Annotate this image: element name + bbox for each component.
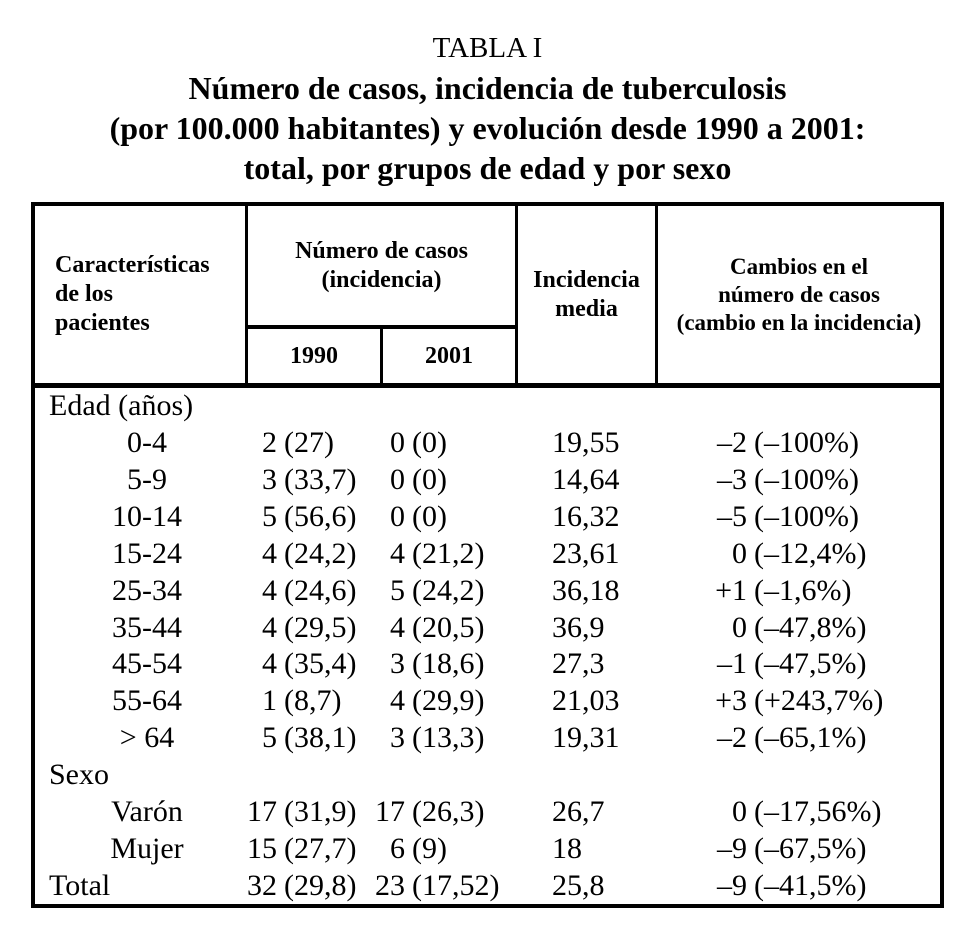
cell-change (701, 426, 859, 460)
change-percent: (–12,4%) (754, 536, 867, 570)
row-label: 35-44 (112, 610, 182, 644)
header-cases-line: Número de casos (295, 237, 468, 264)
cell-cases-1990 (243, 869, 356, 903)
case-count: 2 (262, 426, 277, 460)
change-count: 0 (732, 610, 747, 644)
incidence-value: (38,1) (284, 721, 357, 755)
case-count: 15 (247, 831, 277, 865)
incidence-value: (13,3) (412, 721, 485, 755)
cell-cases-2001 (371, 463, 447, 497)
cell-change (701, 611, 866, 645)
cell-mean-incidence: 21,03 (552, 684, 620, 718)
header-changes (658, 206, 940, 383)
cell-cases-2001 (371, 426, 447, 460)
cell-mean-incidence: 18 (552, 831, 582, 865)
case-count: 6 (390, 831, 405, 865)
header-characteristics (35, 206, 248, 383)
table-row-total (35, 867, 940, 904)
cell-mean-incidence: 27,3 (552, 647, 605, 681)
incidence-value: (29,5) (284, 610, 357, 644)
data-table (31, 202, 944, 908)
table-row (35, 609, 940, 646)
cell-cases-1990 (243, 795, 356, 829)
cell-mean-incidence: 19,55 (552, 426, 620, 460)
cell-change (701, 463, 859, 497)
cell-mean-incidence: 36,18 (552, 573, 620, 607)
title-line-1: Número de casos, incidencia de tuberculosis (188, 70, 787, 106)
cell-cases-1990 (243, 684, 341, 718)
cell-cases-1990 (243, 537, 356, 571)
change-count: 0 (732, 536, 747, 570)
incidence-value: (17,52) (412, 868, 500, 902)
change-percent: (–100%) (754, 426, 859, 460)
cell-cases-1990 (243, 574, 356, 608)
case-count: 23 (375, 868, 405, 902)
case-count: 0 (390, 463, 405, 497)
case-count: 4 (390, 610, 405, 644)
case-count: 3 (262, 463, 277, 497)
case-count: 4 (262, 647, 277, 681)
header-mean-line: media (555, 295, 618, 322)
cell-cases-1990 (243, 426, 334, 460)
row-label: 15-24 (112, 536, 182, 570)
cell-cases-2001 (371, 684, 484, 718)
incidence-value: (27,7) (284, 831, 357, 865)
case-count: 0 (390, 426, 405, 460)
incidence-value: (27) (284, 426, 334, 460)
cell-mean-incidence: 19,31 (552, 721, 620, 755)
case-count: 3 (390, 721, 405, 755)
table-row (35, 425, 940, 462)
case-count: 5 (262, 500, 277, 533)
cell-cases-2001 (371, 795, 484, 829)
case-count: 4 (390, 536, 405, 570)
cell-change (701, 721, 866, 755)
header-characteristics-line: de los (55, 281, 114, 307)
cell-change (701, 537, 866, 571)
case-count: 5 (262, 721, 277, 755)
incidence-value: (29,8) (284, 868, 357, 902)
cell-mean-incidence: 14,64 (552, 463, 620, 497)
header-mean-line: Incidencia (533, 266, 640, 293)
case-count: 17 (375, 794, 405, 828)
incidence-value: (8,7) (284, 684, 342, 718)
header-cases-group (248, 206, 518, 383)
incidence-value: (9) (412, 831, 447, 865)
change-count: +1 (715, 573, 747, 607)
incidence-value: (0) (412, 463, 447, 497)
header-year-1990: 1990 (248, 329, 383, 383)
cell-cases-1990 (243, 611, 356, 645)
change-count: –2 (717, 721, 747, 755)
change-percent: (–47,5%) (754, 647, 867, 681)
table-row (35, 830, 940, 867)
cell-cases-2001 (371, 647, 484, 681)
cell-cases-2001 (371, 574, 484, 608)
cell-mean-incidence: 26,7 (552, 794, 605, 828)
header-mean-incidence (518, 206, 658, 383)
cell-change (701, 869, 866, 903)
header-characteristics-line: Características (55, 252, 210, 278)
row-label: 0-4 (127, 426, 167, 460)
incidence-value: (29,9) (412, 684, 485, 718)
incidence-value: (35,4) (284, 647, 357, 681)
cell-change (701, 500, 859, 534)
cell-cases-1990 (243, 500, 356, 534)
incidence-value: (0) (412, 426, 447, 460)
change-percent: (–100%) (754, 463, 859, 497)
cell-cases-1990 (243, 721, 356, 755)
table-row (35, 462, 940, 499)
cell-change (701, 647, 866, 681)
table-row (35, 683, 940, 720)
row-label: 55-64 (112, 684, 182, 718)
row-label: Edad (años) (49, 389, 194, 423)
row-label: 25-34 (112, 573, 182, 607)
table-header (35, 206, 940, 388)
case-count: 4 (390, 684, 405, 718)
header-cases-group-title (248, 206, 515, 329)
header-changes-line: número de casos (718, 281, 880, 307)
cell-cases-1990 (243, 647, 356, 681)
cell-change (701, 684, 883, 718)
cell-cases-1990 (243, 832, 356, 866)
change-percent: (–17,56%) (754, 794, 882, 828)
header-characteristics-line: pacientes (55, 310, 150, 336)
change-count: 0 (732, 794, 747, 828)
change-count: –9 (717, 831, 747, 865)
table-row (35, 535, 940, 572)
change-percent: (–1,6%) (754, 573, 852, 607)
header-year-2001: 2001 (425, 342, 473, 369)
case-count: 4 (262, 610, 277, 644)
title-line-2: (por 100.000 habitantes) y evolución desde 1990 a 2001: (109, 110, 866, 146)
change-percent: (–41,5%) (754, 868, 867, 902)
case-count: 4 (262, 536, 277, 570)
incidence-value: (21,2) (412, 536, 485, 570)
cell-cases-2001 (371, 611, 484, 645)
change-count: +3 (715, 684, 747, 718)
row-label: 5-9 (127, 463, 167, 497)
row-label: 45-54 (112, 647, 182, 681)
cell-cases-2001 (371, 500, 447, 534)
cell-cases-2001 (371, 537, 484, 571)
case-count: 3 (390, 647, 405, 681)
change-percent: (–65,1%) (754, 721, 867, 755)
row-label: Total (49, 868, 111, 902)
incidence-value: (24,6) (284, 573, 357, 607)
change-count: –3 (717, 463, 747, 497)
row-label: Varón (111, 794, 183, 828)
cell-cases-2001 (371, 721, 484, 755)
table-title-block (0, 28, 975, 188)
incidence-value: (20,5) (412, 610, 485, 644)
cell-mean-incidence: 25,8 (552, 868, 605, 902)
header-cases-line: (incidencia) (321, 266, 442, 293)
title-line-3: total, por grupos de edad y por sexo (243, 150, 732, 186)
header-changes-line: (cambio en la incidencia) (676, 309, 922, 335)
incidence-value: (33,7) (284, 463, 357, 497)
incidence-value: (0) (412, 500, 447, 533)
cell-change (701, 795, 881, 829)
row-label: Mujer (110, 831, 184, 865)
case-count: 17 (247, 794, 277, 828)
case-count: 0 (390, 500, 405, 533)
header-changes-line: Cambios en el (730, 253, 868, 279)
cell-cases-1990 (243, 463, 356, 497)
change-percent: (–47,8%) (754, 610, 867, 644)
change-percent: (–67,5%) (754, 831, 867, 865)
change-count: –5 (717, 500, 747, 533)
table-row (35, 499, 940, 536)
cell-cases-2001 (371, 832, 447, 866)
case-count: 32 (247, 868, 277, 902)
incidence-value: (18,6) (412, 647, 485, 681)
table-row (35, 720, 940, 757)
table-row (35, 572, 940, 609)
incidence-value: (26,3) (412, 794, 485, 828)
change-count: –9 (717, 868, 747, 902)
case-count: 1 (262, 684, 277, 718)
cell-change (701, 574, 851, 608)
cell-mean-incidence: 16,32 (552, 500, 620, 533)
incidence-value: (31,9) (284, 794, 357, 828)
cell-change (701, 832, 866, 866)
table-row-section-sexo (35, 757, 940, 794)
table-row (35, 646, 940, 683)
cell-mean-incidence: 36,9 (552, 610, 605, 644)
change-count: –2 (717, 426, 747, 460)
cell-cases-2001 (371, 869, 499, 903)
incidence-value: (24,2) (284, 536, 357, 570)
table-caption: TABLA I (432, 32, 543, 64)
change-percent: (+243,7%) (754, 684, 884, 718)
change-percent: (–100%) (754, 500, 859, 533)
header-years-row (248, 329, 515, 383)
incidence-value: (56,6) (284, 500, 357, 533)
cell-mean-incidence: 23,61 (552, 536, 620, 570)
change-count: –1 (717, 647, 747, 681)
table-row (35, 793, 940, 830)
case-count: 5 (390, 573, 405, 607)
row-label: Sexo (49, 758, 109, 792)
case-count: 4 (262, 573, 277, 607)
row-label: > 64 (119, 721, 175, 755)
table-row-section-edad (35, 388, 940, 425)
row-label: 10-14 (112, 500, 182, 533)
incidence-value: (24,2) (412, 573, 485, 607)
table-body (35, 388, 940, 904)
